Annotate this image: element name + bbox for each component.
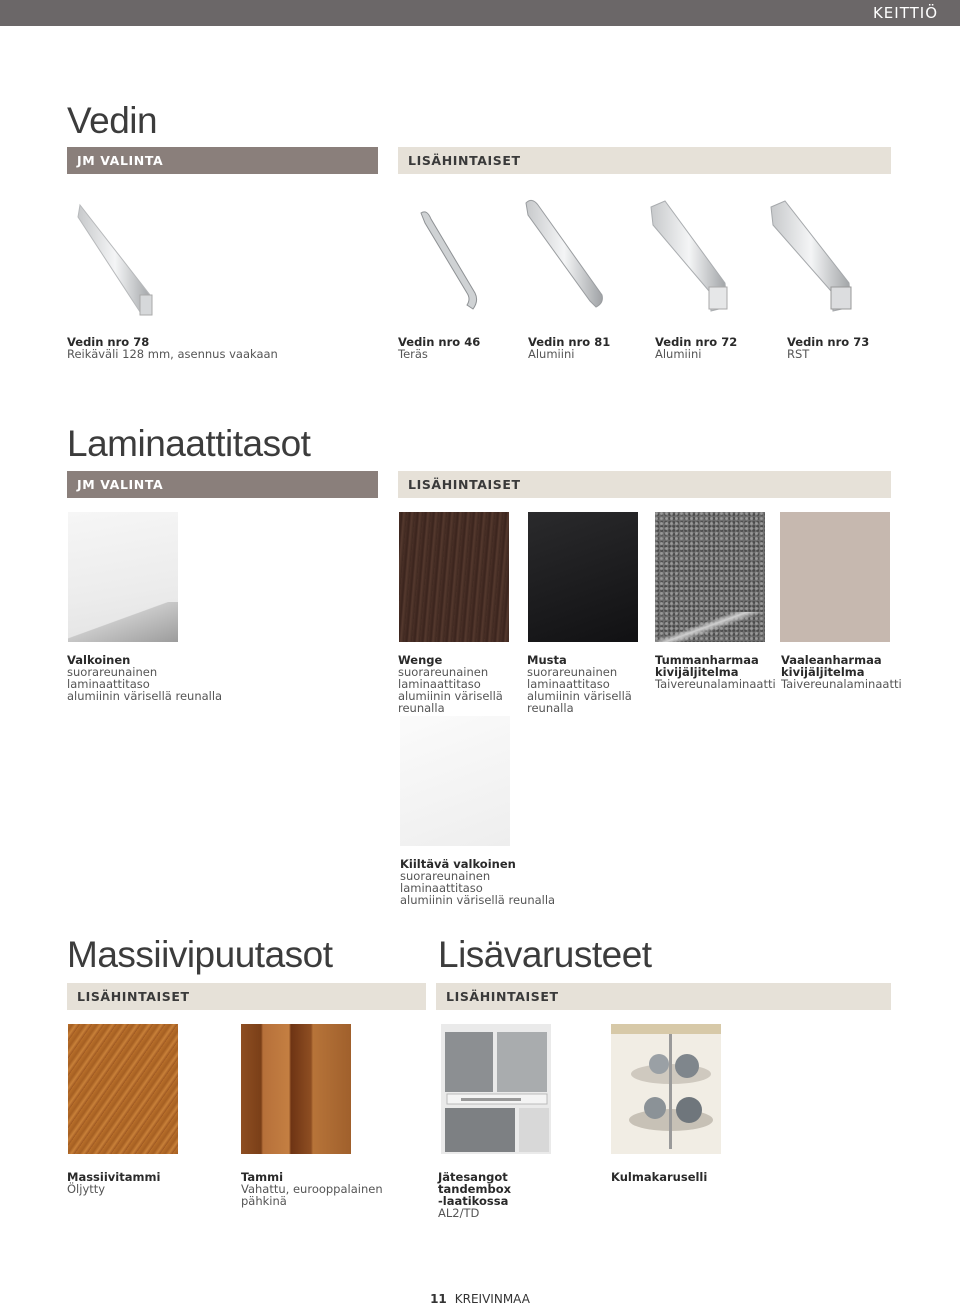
wood-tammi-name: Tammi [241,1170,284,1184]
lisavarusteet-band-lisahintaiset: LISÄHINTAISET [436,983,891,1010]
laminate-valkoinen-line3: alumiinin värisellä reunalla [67,689,223,703]
handle-73-caption [787,336,869,360]
laminate-wenge-line3: alumiinin värisellä [398,689,503,703]
accessory-jatesangot-image [441,1024,551,1154]
laminate-wenge-line2: laminaattitaso [398,677,481,691]
vedin-title: Vedin [67,100,158,141]
swatch-vaaleanharmaa [780,512,890,642]
handle-81-image [518,195,608,320]
swatch-musta [528,512,638,642]
laminate-kiiltava-caption [400,858,555,906]
laminate-musta-name: Musta [527,653,567,667]
swatch-tummanharmaa [655,512,765,642]
handle-46-caption [398,336,480,360]
laminate-tummanharmaa-line1: Taivereunalaminaatti [655,677,776,691]
accessory-kulmakaruselli-image [611,1024,721,1154]
laminate-musta-line3: alumiinin värisellä [527,689,632,703]
vedin-band-jm: JM VALINTA [67,147,378,174]
laminate-tummanharmaa-name2: kivijäljitelma [655,665,739,679]
accessory-jatesangot-name2: tandembox [438,1182,512,1196]
laminate-tummanharmaa-name: Tummanharmaa [655,653,759,667]
massiivi-band-lisahintaiset: LISÄHINTAISET [67,983,426,1010]
accessory-jatesangot-name: Jätesangot [438,1170,508,1184]
laminate-wenge-line1: suorareunainen [398,665,489,679]
section-label: KEITTIÖ [872,4,938,22]
laminate-valkoinen-caption [67,654,222,702]
handle-72-image [645,195,735,320]
massiivi-title: Massiivipuutasot [67,934,333,975]
swatch-valkoinen [68,512,178,642]
laminate-vaaleanharmaa-line1: Taivereunalaminaatti [781,677,902,691]
handle-72-caption [655,336,737,360]
handle-81-name: Vedin nro 81 [528,335,611,349]
laminate-musta-line2: laminaattitaso [527,677,610,691]
laminaatti-title: Laminaattitasot [67,423,311,464]
handle-73-image [765,195,865,320]
handle-72-desc: Alumiini [655,347,702,361]
laminate-wenge-caption [398,654,503,714]
laminate-kiiltava-line3: alumiinin värisellä reunalla [400,893,556,907]
laminate-vaaleanharmaa-caption [781,654,902,690]
swatch-massiivitammi [68,1024,178,1154]
accessory-jatesangot-caption [438,1171,511,1219]
laminate-kiiltava-line1: suorareunainen [400,869,491,883]
laminaatti-band-jm: JM VALINTA [67,471,378,498]
wood-massiivitammi-caption [67,1171,160,1195]
lisavarusteet-title: Lisävarusteet [438,934,652,975]
section-header-bar [0,0,960,26]
accessory-kulmakaruselli-caption [611,1171,707,1183]
laminate-kiiltava-line2: laminaattitaso [400,881,483,895]
laminate-valkoinen-name: Valkoinen [67,653,131,667]
accessory-jatesangot-name3: -laatikossa [438,1194,509,1208]
handle-73-name: Vedin nro 73 [787,335,870,349]
accessory-jatesangot-line1: AL2/TD [438,1206,480,1220]
handle-81-desc: Alumiini [528,347,575,361]
handle-46-name: Vedin nro 46 [398,335,481,349]
accessory-kulmakaruselli-name: Kulmakaruselli [611,1170,708,1184]
laminate-vaaleanharmaa-name2: kivijäljitelma [781,665,865,679]
swatch-wenge [399,512,509,642]
laminate-tummanharmaa-caption [655,654,776,690]
swatch-tammi [241,1024,351,1154]
vedin-band-lisahintaiset: LISÄHINTAISET [398,147,891,174]
page-number: 11 [430,1292,447,1306]
handle-72-name: Vedin nro 72 [655,335,738,349]
handle-78-image [70,195,170,325]
handle-73-desc: RST [787,347,810,361]
wood-tammi-line2: pähkinä [241,1194,287,1208]
wood-massiivitammi-line1: Öljytty [67,1182,106,1196]
laminate-musta-caption [527,654,632,714]
laminate-kiiltava-name: Kiiltävä valkoinen [400,857,516,871]
footer-brand: KREIVINMAA [454,1292,530,1306]
handle-78-name: Vedin nro 78 [67,335,150,349]
handle-78-caption [67,336,278,360]
swatch-kiiltava-valkoinen [400,716,510,846]
laminate-vaaleanharmaa-name: Vaaleanharmaa [781,653,882,667]
handle-81-caption [528,336,610,360]
wood-tammi-line1: Vahattu, eurooppalainen [241,1182,383,1196]
laminate-valkoinen-line1: suorareunainen [67,665,158,679]
laminate-wenge-name: Wenge [398,653,443,667]
wood-massiivitammi-name: Massiivitammi [67,1170,161,1184]
handle-46-desc: Teräs [398,347,428,361]
handle-78-desc: Reikäväli 128 mm, asennus vaakaan [67,347,278,361]
laminate-wenge-line4: reunalla [398,701,445,715]
laminate-valkoinen-line2: laminaattitaso [67,677,150,691]
laminate-musta-line1: suorareunainen [527,665,618,679]
laminaatti-band-lisahintaiset: LISÄHINTAISET [398,471,891,498]
laminate-musta-line4: reunalla [527,701,574,715]
handle-46-image [415,205,485,320]
wood-tammi-caption [241,1171,383,1207]
